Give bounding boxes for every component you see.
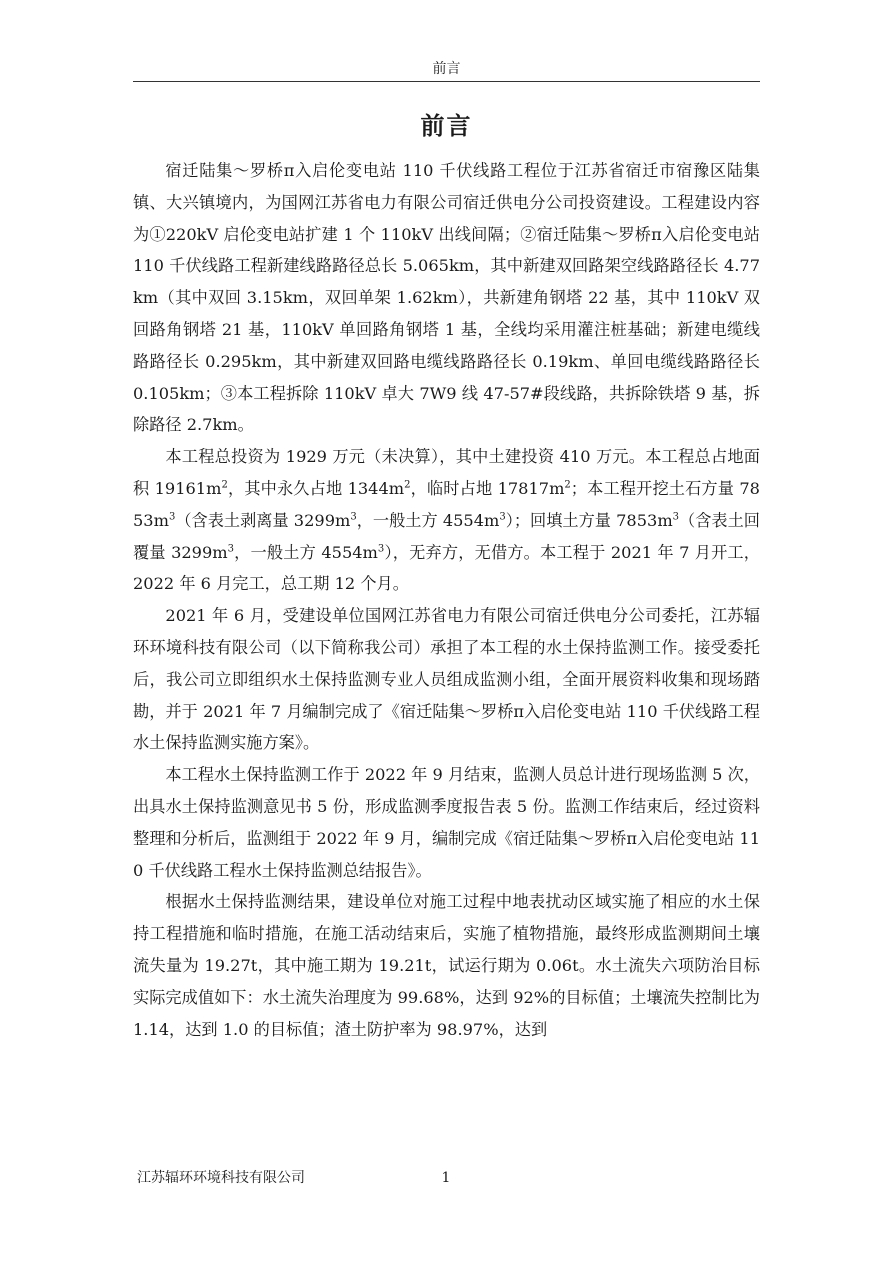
paragraph-project-overview: 宿迁陆集～罗桥π入启伦变电站 110 千伏线路工程位于江苏省宿迁市宿豫区陆集镇、大兴镇境内，为国网江苏省电力有限公司宿迁供电分公司投资建设。工程建设内容为①220kV 启伦变电站扩建 1 个 110kV 出线间隔；②宿迁陆集～罗桥π入启伦变电站 110 千伏线路工程新建线路路径总长 5.065km，其中新建双回路架空线路路径长 4.77km（其中双回 3.15km，双回单架 1.62km），共新建角钢塔 22 基，其中 110kV 双回路角钢塔 21 基，110kV 单回路角钢塔 1 基，全线均采用灌注桩基础；新建电缆线路路径长 0.295km，其中新建双回路电缆线路路径长 0.19km、单回电缆线路路径长 0.105km；③本工程拆除 110kV 卓大 7W9 线 47-57#段线路，共拆除铁塔 9 基，拆除路径 2.7km。 <box>133 161 760 435</box>
footer-company: 江苏辐环环境科技有限公司 <box>137 1170 305 1186</box>
paragraph-investment-earthwork: 本工程总投资为 1929 万元（未决算），其中土建投资 410 万元。本工程总占地面积 $19161m^2$，其中永久占地 $1344m^2$，临时占地 $17817m^2$；本工程开挖土石方量 $7853m^3$（含表土剥离量 $3299m^3$，一般土方 $4554m^3$）；回填土方量 $7853m^3$（含表土回覆量 $3299m^3$，一般土方 $4554m^3$），无弃方，无借方。本工程于 2021 年 7 月开工，2022 年 6 月完工，总工期 12 个月。 <box>133 447 760 594</box>
paragraph-commission: 2021 年 6 月，受建设单位国网江苏省电力有限公司宿迁供电分公司委托，江苏辐环环境科技有限公司（以下简称我公司）承担了本工程的水土保持监测工作。接受委托后，我公司立即组织水土保持监测专业人员组成监测小组，全面开展资料收集和现场踏勘，并于 2021 年 7 月编制完成了《宿迁陆集～罗桥π入启伦变电站 110 千伏线路工程水土保持监测实施方案》。 <box>133 606 760 753</box>
paragraph-monitoring-work: 本工程水土保持监测工作于 2022 年 9 月结束，监测人员总计进行现场监测 5 次，出具水土保持监测意见书 5 份，形成监测季度报告表 5 份。监测工作结束后，经过资料整理和分析后，监测组于 2022 年 9 月，编制完成《宿迁陆集～罗桥π入启伦变电站 110 千伏线路工程水土保持监测总结报告》。 <box>133 765 760 880</box>
page-number: 1 <box>441 1170 451 1186</box>
header-divider <box>133 81 760 82</box>
running-header: 前言 <box>432 61 461 77</box>
paragraph-monitoring-results: 根据水土保持监测结果，建设单位对施工过程中地表扰动区域实施了相应的水土保持工程措施和临时措施，在施工活动结束后，实施了植物措施，最终形成监测期间土壤流失量为 19.27t，其中施工期为 19.21t，试运行期为 0.06t。水土流失六项防治目标实际完成值如下：水土流失治理度为 99.68%，达到 92%的目标值；土壤流失控制比为 1.14，达到 1.0 的目标值；渣土防护率为 98.97%，达到 <box>133 892 760 1039</box>
page-title: 前言 <box>420 111 473 140</box>
document-body <box>133 155 760 1045</box>
